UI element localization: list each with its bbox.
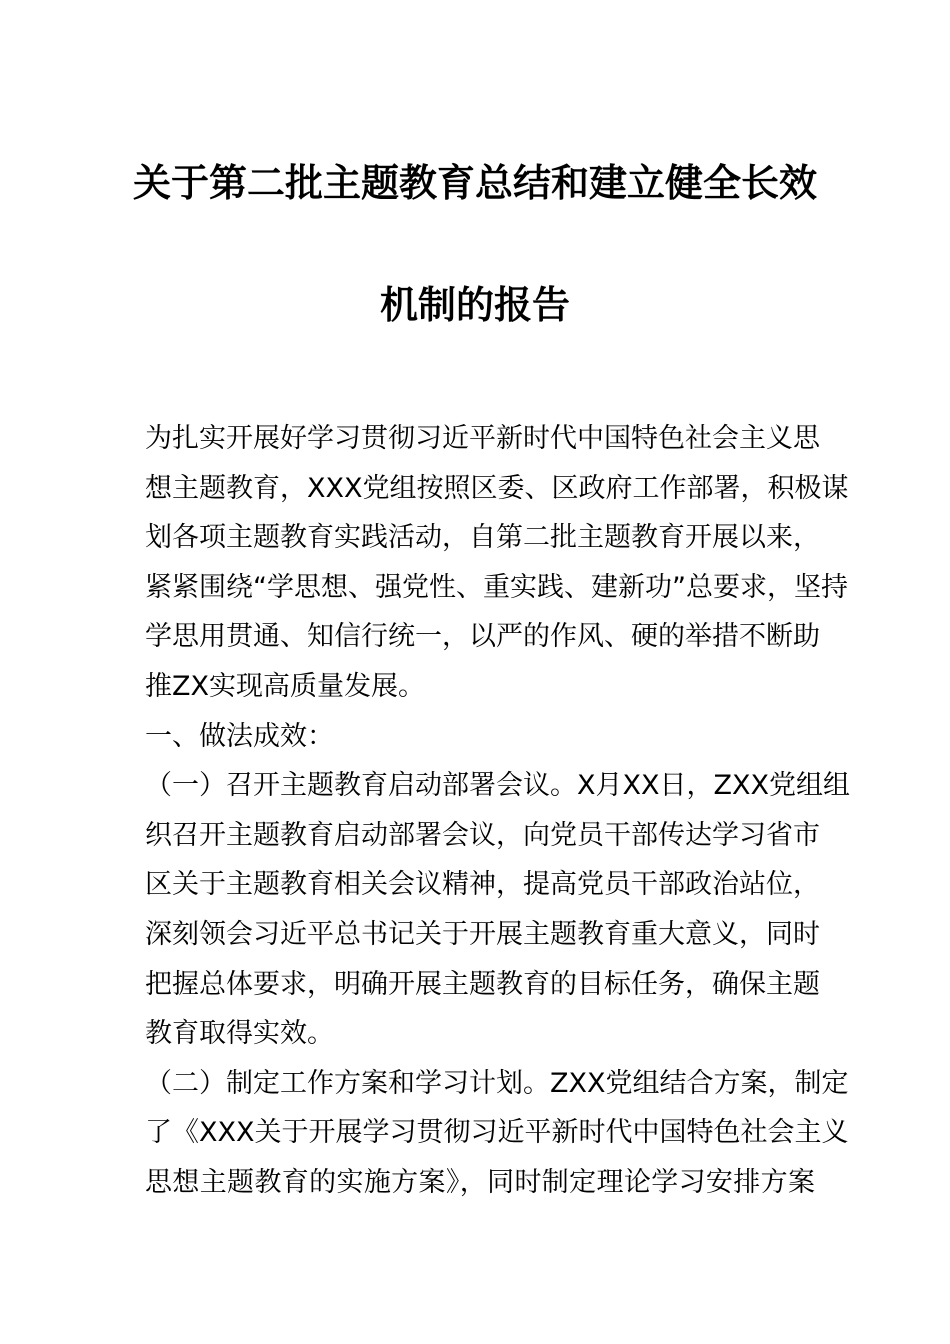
body-line: 织召开主题教育启动部署会议，向党员干部传达学习省市 bbox=[145, 819, 820, 851]
body-line: 区关于主题教育相关会议精神，提高党员干部政治站位， bbox=[145, 869, 820, 901]
document-title-line-2: 机制的报告 bbox=[379, 283, 570, 327]
body-line: （二）制定工作方案和学习计划。ZXX党组结合方案，制定 bbox=[145, 1067, 849, 1099]
document-title-line-1: 关于第二批主题教育总结和建立健全长效 bbox=[132, 161, 817, 205]
body-line: 学思用贯通、知信行统一，以严的作风、硬的举措不断助 bbox=[145, 621, 820, 653]
body-line: 为扎实开展好学习贯彻习近平新时代中国特色社会主义思 bbox=[145, 423, 820, 454]
document-body bbox=[145, 414, 850, 1208]
body-line: 划各项主题教育实践活动，自第二批主题教育开展以来， bbox=[145, 522, 820, 554]
body-line: （一）召开主题教育启动部署会议。X月XX日，ZXX党组组 bbox=[145, 770, 850, 802]
body-line: 把握总体要求，明确开展主题教育的目标任务，确保主题 bbox=[145, 968, 820, 1000]
section-heading: 一、做法成效： bbox=[145, 720, 334, 752]
body-line: 思想主题教育的实施方案》，同时制定理论学习安排方案 bbox=[145, 1166, 815, 1198]
body-line: 了《XXX关于开展学习贯彻习近平新时代中国特色社会主义 bbox=[145, 1117, 849, 1149]
body-line: 教育取得实效。 bbox=[145, 1018, 334, 1050]
body-line: 想主题教育，XXX党组按照区委、区政府工作部署，积极谋 bbox=[145, 472, 849, 504]
body-line: 深刻领会习近平总书记关于开展主题教育重大意义，同时 bbox=[145, 918, 820, 950]
body-line: 紧紧围绕“学思想、强党性、重实践、建新功”总要求，坚持 bbox=[145, 571, 848, 603]
body-line: 推ZX实现高质量发展。 bbox=[145, 670, 425, 702]
